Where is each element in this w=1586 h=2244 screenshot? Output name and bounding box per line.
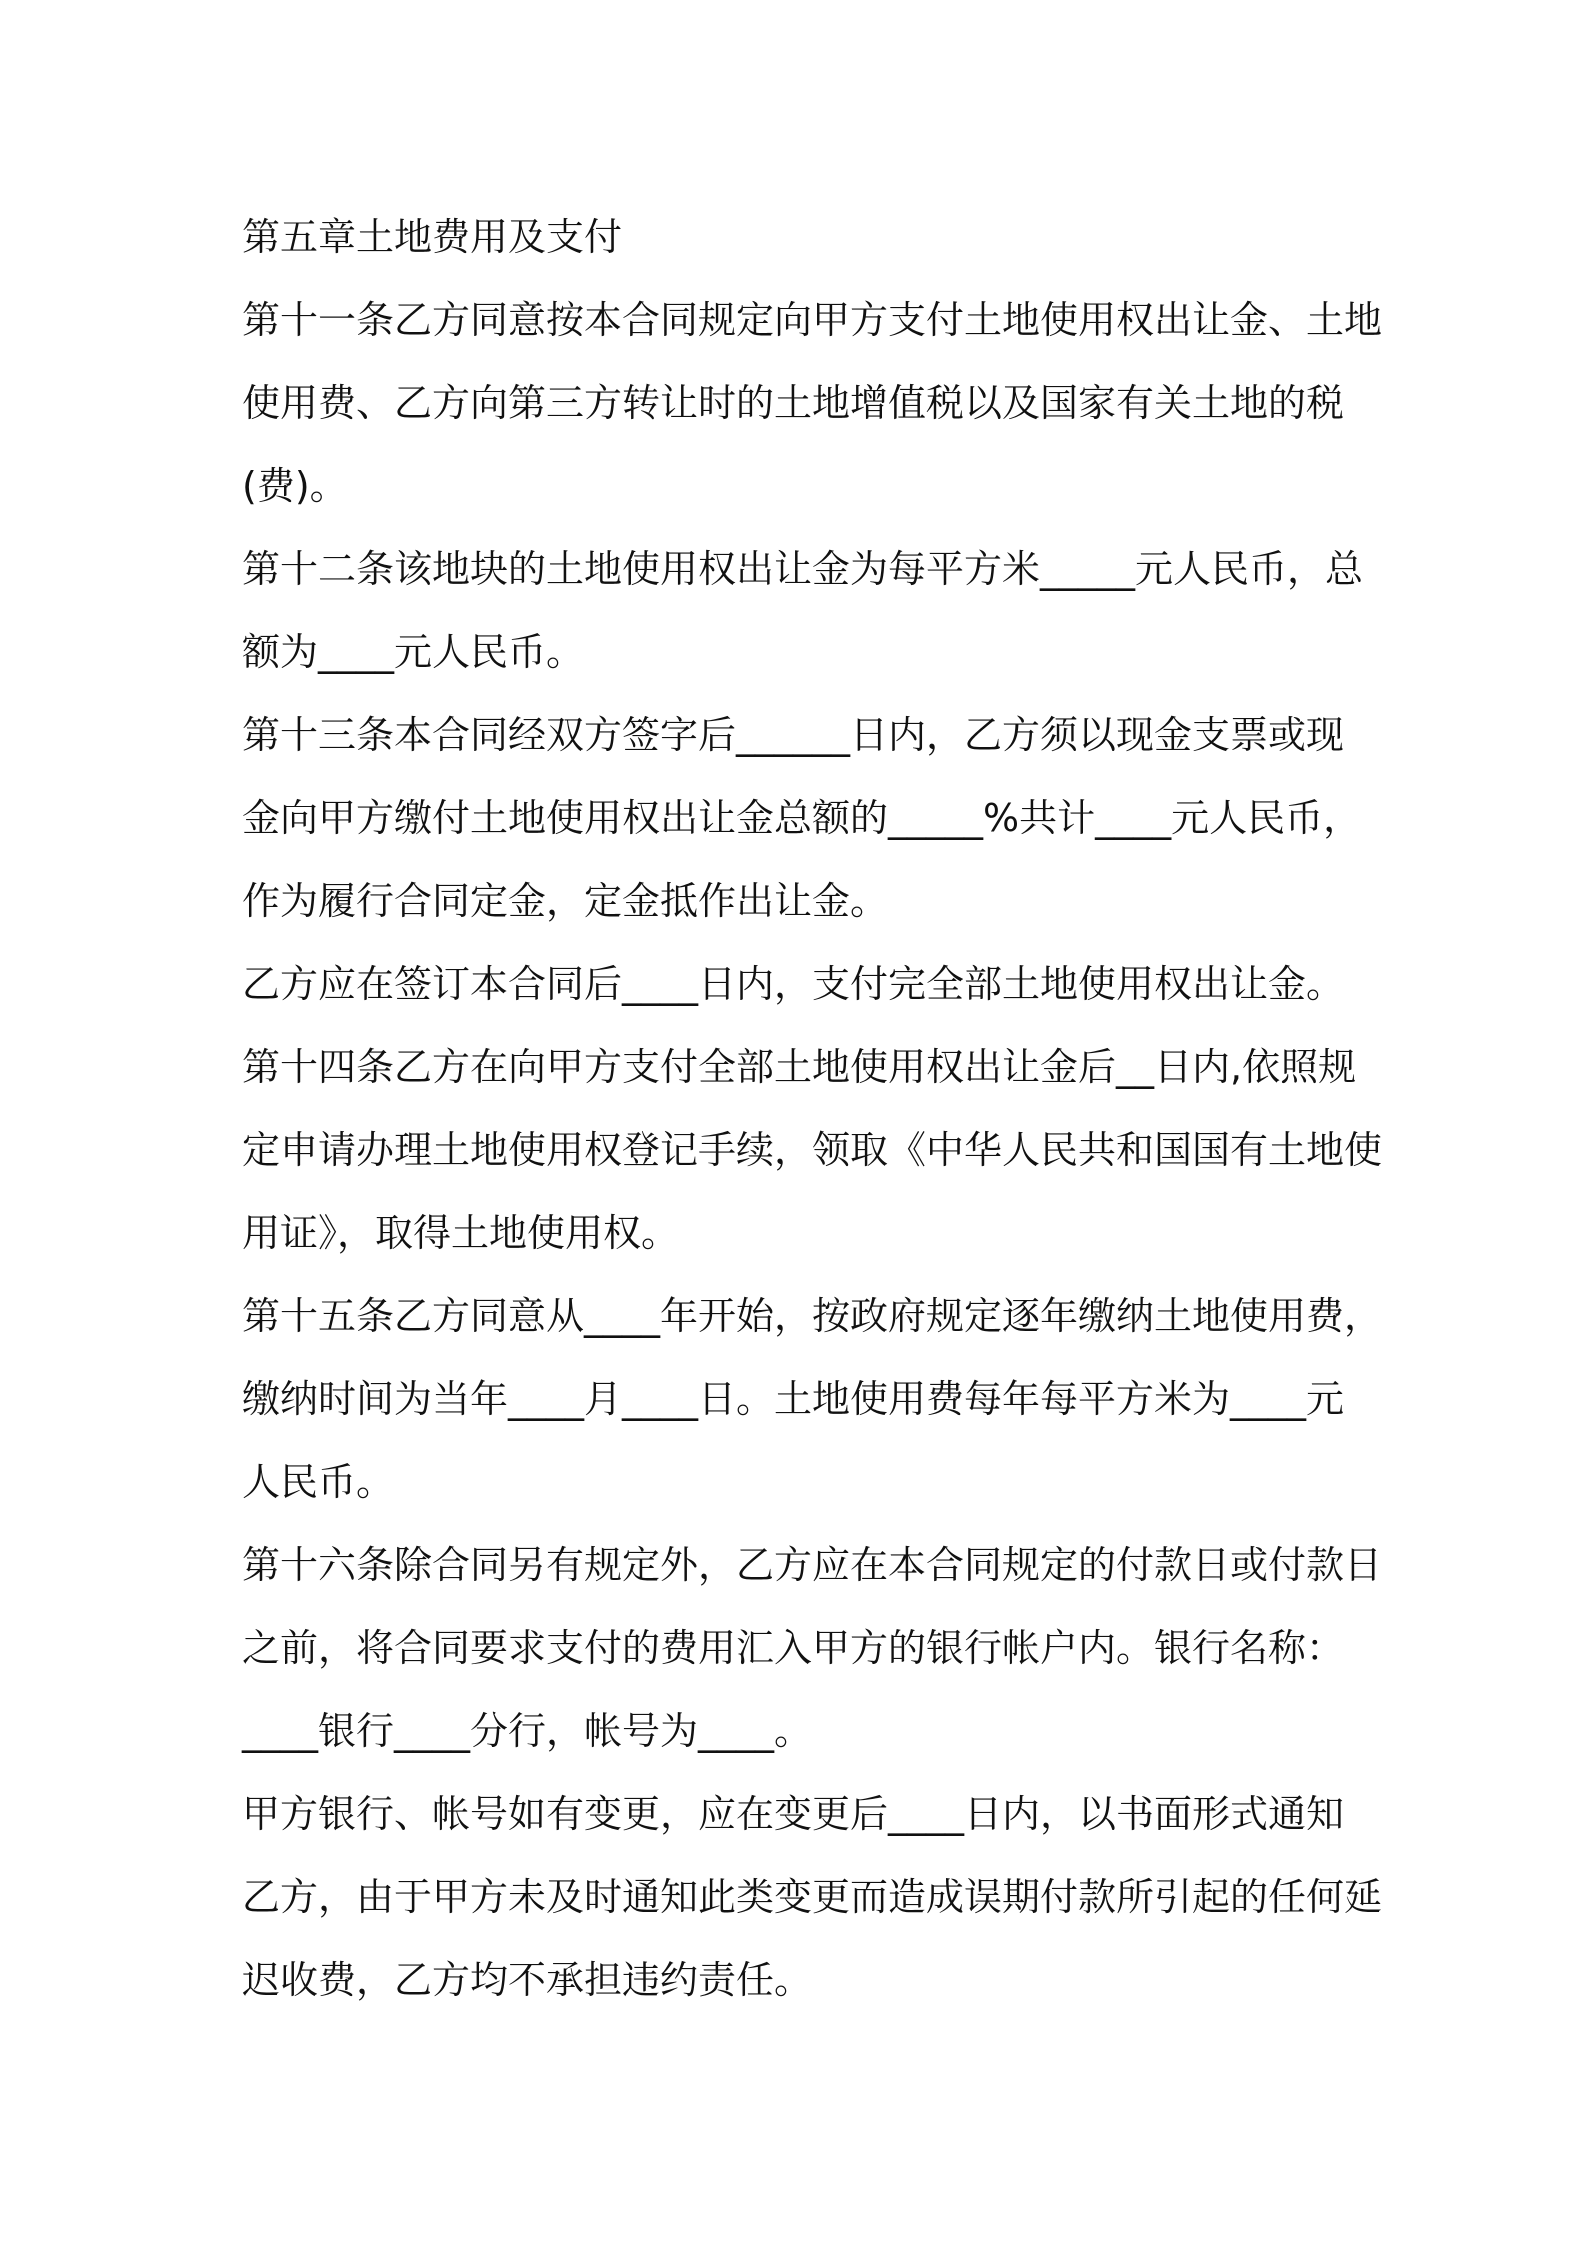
text-line-21: 迟收费，乙方均不承担违约责任。 — [242, 1958, 813, 2002]
text-line-13: 第十五条乙方同意从____年开始，按政府规定逐年缴纳土地使用费， — [242, 1294, 1383, 1338]
text-line-20: 乙方，由于甲方未及时通知此类变更而造成误期付款所引起的任何延 — [242, 1875, 1383, 1919]
text-line-10: 第十四条乙方在向甲方支付全部土地使用权出让金后__日内,依照规 — [242, 1045, 1357, 1089]
text-line-12: 用证》，取得土地使用权。 — [242, 1211, 680, 1255]
document-body — [242, 196, 1383, 2022]
text-line-5: 额为____元人民币。 — [242, 630, 585, 674]
text-line-19: 甲方银行、帐号如有变更，应在变更后____日内，以书面形式通知 — [242, 1792, 1345, 1836]
text-line-9: 乙方应在签订本合同后____日内，支付完全部土地使用权出让金。 — [242, 962, 1345, 1006]
text-line-3: (费)。 — [242, 464, 348, 508]
text-line-16: 第十六条除合同另有规定外，乙方应在本合同规定的付款日或付款日 — [242, 1543, 1383, 1587]
text-line-1: 第十一条乙方同意按本合同规定向甲方支付土地使用权出让金、土地 — [242, 298, 1383, 342]
text-line-8: 作为履行合同定金，定金抵作出让金。 — [242, 879, 889, 923]
text-line-2: 使用费、乙方向第三方转让时的土地增值税以及国家有关土地的税 — [242, 381, 1345, 425]
text-line-14: 缴纳时间为当年____月____日。土地使用费每年每平方米为____元 — [242, 1377, 1345, 1421]
text-line-4: 第十二条该地块的土地使用权出让金为每平方米_____元人民币，总 — [242, 547, 1364, 591]
text-line-6: 第十三条本合同经双方签字后______日内，乙方须以现金支票或现 — [242, 713, 1345, 757]
text-line-15: 人民币。 — [242, 1460, 395, 1504]
text-line-7: 金向甲方缴付土地使用权出让金总额的_____%共计____元人民币， — [242, 796, 1362, 840]
text-line-11: 定申请办理土地使用权登记手续，领取《中华人民共和国国有土地使 — [242, 1128, 1383, 1172]
chapter-heading: 第五章土地费用及支付 — [242, 215, 623, 259]
text-line-18: ____银行____分行，帐号为____。 — [242, 1709, 813, 1753]
text-line-17: 之前，将合同要求支付的费用汇入甲方的银行帐户内。银行名称： — [242, 1626, 1345, 1670]
